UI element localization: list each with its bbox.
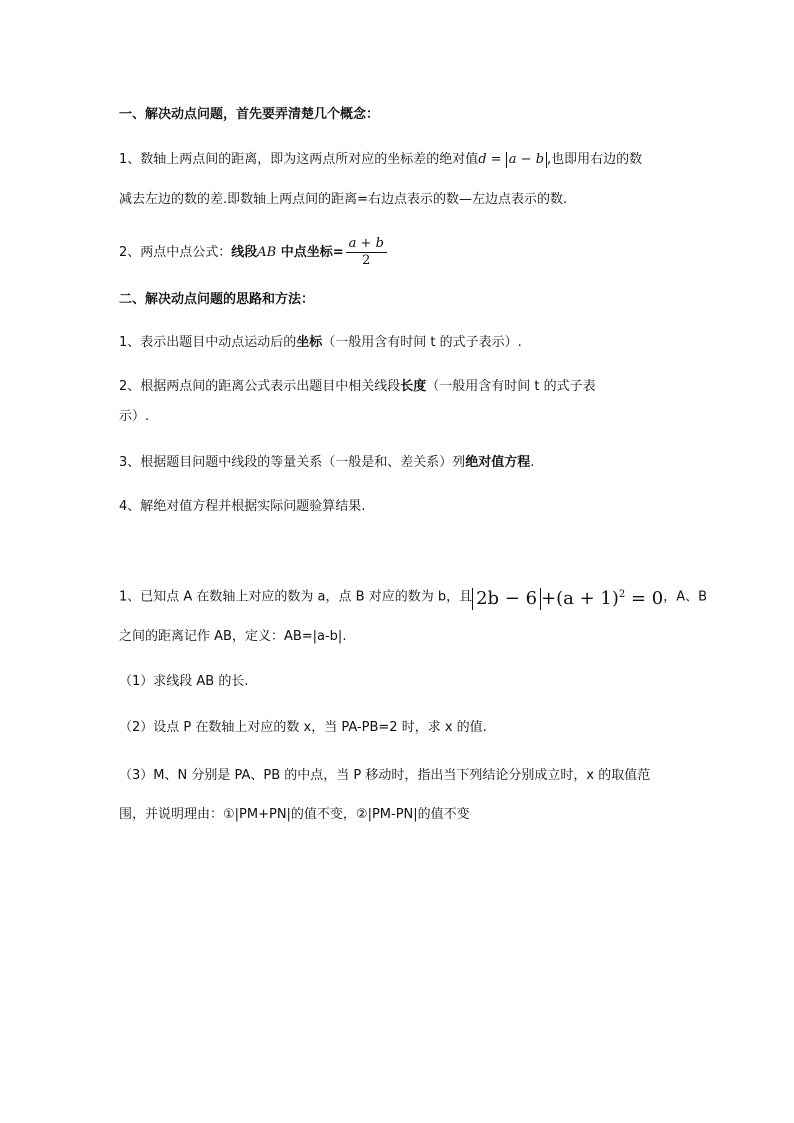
item1-formula-eq: =	[486, 152, 506, 167]
section2-step2-line1	[119, 378, 596, 396]
step2-text-b: （一般用含有时间 t 的式子表	[426, 379, 596, 394]
fraction-denominator: 2	[362, 253, 371, 268]
section2-heading: 二、解决动点问题的思路和方法：	[119, 292, 315, 307]
problem-intro-a: 1、已知点 A 在数轴上对应的数为 a，点 B 对应的数为 b，且	[119, 589, 473, 605]
section1-item2	[119, 236, 387, 269]
question-1: （1）求线段 AB 的长.	[119, 674, 249, 689]
step3-text-a: 3、根据题目问题中线段的等量关系（一般是和、差关系）列	[119, 455, 466, 470]
item1-text-b: ,也即用右边的数	[547, 152, 643, 167]
section2-step3	[119, 454, 534, 472]
problem-intro-line2: 之间的距离记作 AB，定义：AB=|a-b|.	[119, 629, 347, 644]
step2-bold: 长度	[400, 379, 427, 394]
section1-heading: 一、解决动点问题，首先要弄清楚几个概念：	[119, 107, 380, 122]
item2-text-a: 2、两点中点公式：	[119, 245, 232, 260]
step1-text-b: （一般用含有时间 t 的式子表示）.	[322, 335, 522, 350]
equation-square-term: +(a + 1)	[541, 588, 619, 609]
equation-rhs: = 0	[625, 588, 664, 609]
item2-ab: AB	[257, 245, 277, 260]
section1-item1-line2: 减去左边的数的差.即数轴上两点间的距离=右边点表示的数—左边点表示的数.	[119, 192, 568, 207]
question-2: （2）设点 P 在数轴上对应的数 x，当 PA-PB=2 时，求 x 的值.	[119, 720, 487, 735]
section1-item1-line1	[119, 151, 642, 169]
section2-step4: 4、解绝对值方程并根据实际问题验算结果.	[119, 499, 366, 514]
item1-text-a: 1、数轴上两点间的距离，即为这两点所对应的坐标差的绝对值	[119, 152, 479, 167]
item2-bold-a: 线段	[231, 245, 258, 260]
step1-bold: 坐标	[296, 335, 323, 350]
problem-intro-line1	[119, 583, 707, 611]
equation-exponent: 2	[618, 589, 626, 600]
step2-text-a: 2、根据两点间的距离公式表示出题目中相关线段	[119, 379, 401, 394]
problem-equation	[472, 588, 663, 609]
fraction-numerator: a + b	[346, 236, 387, 253]
problem-intro-b: ，A、B	[663, 589, 708, 605]
item1-formula-lhs: d	[478, 152, 487, 167]
question-3-line1: （3）M、N 分别是 PA、PB 的中点，当 P 移动时，指出当下列结论分别成立时，x 的取值范	[119, 768, 651, 783]
step1-text-a: 1、表示出题目中动点运动后的	[119, 335, 297, 350]
midpoint-fraction	[346, 236, 387, 269]
step3-bold: 绝对值方程	[465, 455, 531, 470]
section2-step1	[119, 334, 522, 352]
item1-formula-abs: a − b	[506, 152, 547, 168]
question-3-line2: 围，并说明理由：①|PM+PN|的值不变，②|PM-PN|的值不变	[119, 807, 470, 822]
step3-text-b: .	[530, 455, 535, 470]
equation-abs-term: 2b − 6	[472, 588, 541, 610]
item2-bold-b: 中点坐标=	[276, 245, 344, 260]
section2-step2-line2: 示）.	[119, 409, 150, 424]
